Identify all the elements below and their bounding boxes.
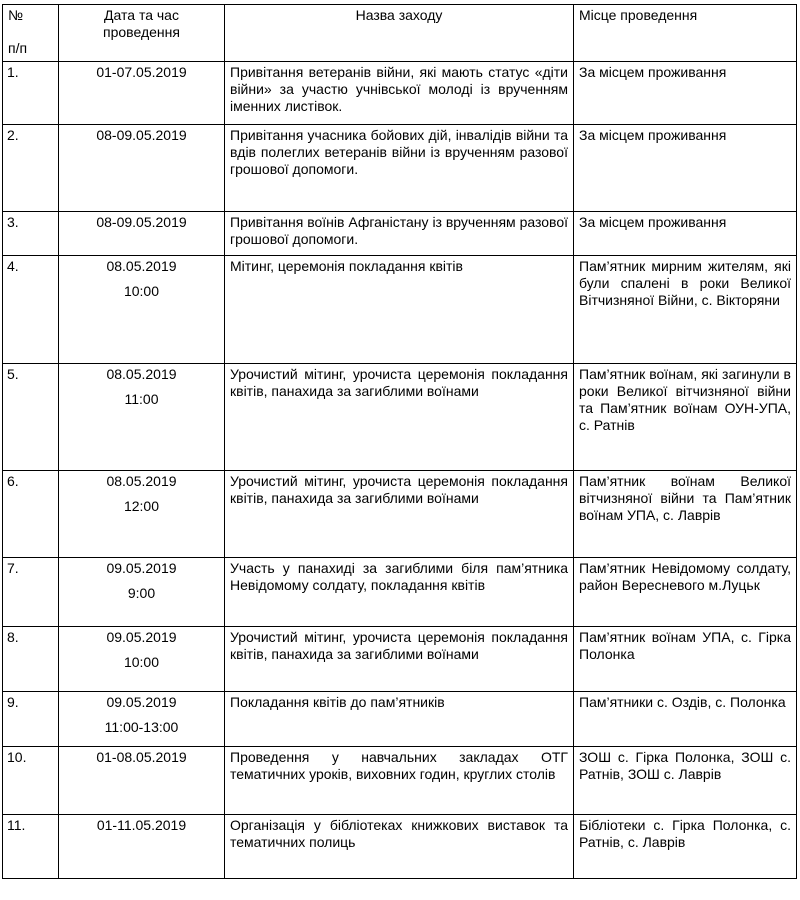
- row-event-name: Участь у панахиді за загиблими біля пам’ятника Невідомому солдату, покладання квітів: [225, 558, 574, 627]
- header-number-line1: №: [8, 7, 24, 23]
- row-place: Пам’ятник воїнам УПА, с. Гірка Полонка: [574, 627, 797, 692]
- row-date: [59, 471, 225, 558]
- row-date-value: 01-11.05.2019: [96, 817, 187, 833]
- row-date: [59, 62, 225, 125]
- row-event-name: Урочистий мітинг, урочиста церемонія покладання квітів, панахида за загиблими воїнами: [225, 364, 574, 471]
- row-place: Бібліотеки с. Гірка Полонка, с. Ратнів, с. Лаврів: [574, 815, 797, 879]
- row-place: За місцем проживання: [574, 212, 797, 256]
- row-number: 1.: [3, 62, 59, 125]
- row-date: [59, 558, 225, 627]
- row-date: [59, 815, 225, 879]
- table-row: [3, 125, 797, 212]
- row-date-value: 08.05.2019: [106, 366, 177, 382]
- table-row: [3, 558, 797, 627]
- row-date-value: 09.05.2019: [106, 560, 177, 576]
- row-number: 3.: [3, 212, 59, 256]
- row-place: За місцем проживання: [574, 125, 797, 212]
- row-place: Пам’ятник воїнам Великої вітчизняної війни та Пам’ятник воїнам УПА, с. Лаврів: [574, 471, 797, 558]
- row-time-value: 10:00: [123, 283, 160, 299]
- row-date: [59, 747, 225, 815]
- row-date-value: 01-07.05.2019: [96, 64, 187, 80]
- row-number: 7.: [3, 558, 59, 627]
- header-date: Дата та час проведення: [59, 5, 225, 62]
- row-date-value: 09.05.2019: [106, 694, 177, 710]
- row-date-value: 08-09.05.2019: [96, 214, 187, 230]
- row-event-name: Мітинг, церемонія покладання квітів: [225, 256, 574, 364]
- header-number-line2: п/п: [8, 40, 28, 56]
- row-event-name: Організація у бібліотеках книжкових виставок та тематичних полиць: [225, 815, 574, 879]
- row-event-name: Привітання учасника бойових дій, інвалідів війни та вдів полеглих ветеранів війни із врученням разової грошової допомоги.: [225, 125, 574, 212]
- row-event-name: Проведення у навчальних закладах ОТГ тематичних уроків, виховних годин, круглих столів: [225, 747, 574, 815]
- row-date-value: 08.05.2019: [106, 473, 177, 489]
- row-place: Пам’ятник мирним жителям, які були спалені в роки Великої Вітчизняної Війни, с. Вікторяни: [574, 256, 797, 364]
- row-number: 2.: [3, 125, 59, 212]
- row-event-name: Привітання ветеранів війни, які мають статус «діти війни» за участю учнівської молоді із врученням іменних листівок.: [225, 62, 574, 125]
- row-place: За місцем проживання: [574, 62, 797, 125]
- row-time-value: 11:00: [124, 391, 159, 407]
- row-date-value: 01-08.05.2019: [96, 749, 187, 765]
- document-page: [2, 4, 797, 879]
- table-row: [3, 747, 797, 815]
- row-number: 10.: [3, 747, 59, 815]
- header-number: [3, 5, 59, 62]
- row-time-value: 10:00: [123, 654, 160, 670]
- row-place: Пам’ятники с. Оздів, с. Полонка: [574, 692, 797, 747]
- events-table: [2, 4, 797, 879]
- header-row: [3, 5, 797, 62]
- row-event-name: Покладання квітів до пам’ятників: [225, 692, 574, 747]
- row-event-name: Привітання воїнів Афганістану із врученням разової грошової допомоги.: [225, 212, 574, 256]
- table-row: [3, 471, 797, 558]
- row-place: Пам’ятник воїнам, які загинули в роки Великої вітчизняної війни та Пам’ятник воїнам ОУН-УПА, с. Ратнів: [574, 364, 797, 471]
- row-number: 11.: [3, 815, 59, 879]
- table-row: [3, 364, 797, 471]
- row-number: 8.: [3, 627, 59, 692]
- table-row: [3, 627, 797, 692]
- row-date: [59, 256, 225, 364]
- table-row: [3, 62, 797, 125]
- row-number: 9.: [3, 692, 59, 747]
- row-time-value: 9:00: [127, 585, 156, 601]
- row-time-value: 12:00: [123, 498, 160, 514]
- table-row: [3, 212, 797, 256]
- row-number: 6.: [3, 471, 59, 558]
- row-place: ЗОШ с. Гірка Полонка, ЗОШ с. Ратнів, ЗОШ с. Лаврів: [574, 747, 797, 815]
- row-date: [59, 364, 225, 471]
- row-time-value: 11:00-13:00: [104, 719, 179, 735]
- table-row: [3, 256, 797, 364]
- row-date-value: 08.05.2019: [106, 258, 177, 274]
- row-place: Пам’ятник Невідомому солдату, район Вересневого м.Луцьк: [574, 558, 797, 627]
- row-date: [59, 125, 225, 212]
- table-row: [3, 815, 797, 879]
- row-number: 4.: [3, 256, 59, 364]
- header-place: Місце проведення: [574, 5, 797, 62]
- row-date-value: 09.05.2019: [106, 629, 177, 645]
- row-date: [59, 692, 225, 747]
- row-date: [59, 627, 225, 692]
- row-date: [59, 212, 225, 256]
- header-name: Назва заходу: [225, 5, 574, 62]
- row-event-name: Урочистий мітинг, урочиста церемонія покладання квітів, панахида за загиблими воїнами: [225, 471, 574, 558]
- table-row: [3, 692, 797, 747]
- row-event-name: Урочистий мітинг, урочиста церемонія покладання квітів, панахида за загиблими воїнами: [225, 627, 574, 692]
- row-date-value: 08-09.05.2019: [96, 127, 187, 143]
- row-number: 5.: [3, 364, 59, 471]
